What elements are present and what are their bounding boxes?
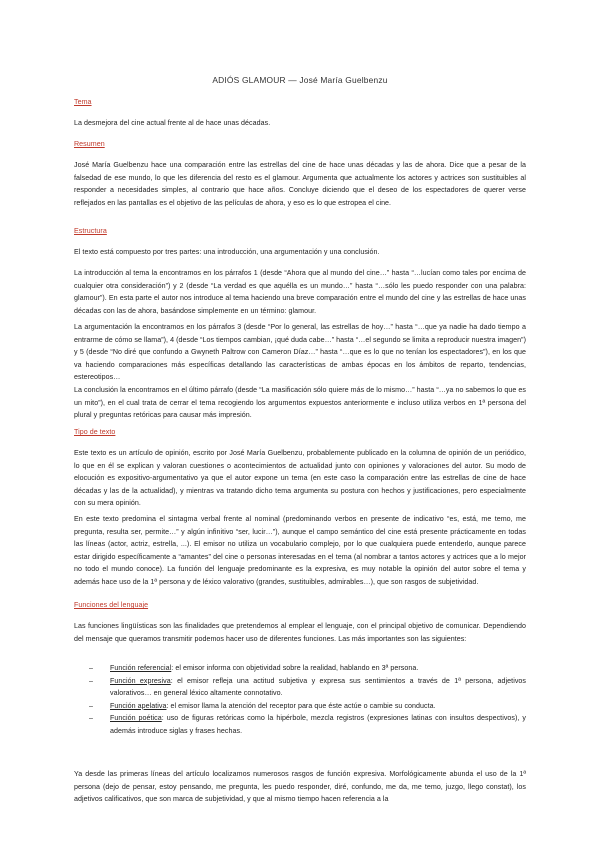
bullet-dash: – [89, 714, 93, 722]
tipo-paragraph-2: En este texto predomina el sintagma verbal frente al nominal (predominando verbos en presente de indicativo “es, está, me temo, me pregunta, resulta ser, permite…” y algún infinitivo “ser, lucir…”), aunque el campo semántico del cine está presente prácticamente en todas las líneas (actor, actriz, estrella, ...). El emisor no utiliza un vocabulario complejo, por lo que cualquiera puede entenderlo, aunque parece estar dirigido específicamente a “amantes” del cine o personas interesadas en el tema (al nombrar a tantos actores y actrices que a lo mejor no todo el mundo conoce). La función del lenguaje predominante es la expresiva, es muy notable la opinión del autor sobre el tema y además hace uso de la 1ª persona y de léxico valorativo (grandes, sustituibles, admirables…), que son rasgos de subjetividad. [74, 515, 526, 586]
estructura-paragraph-1: El texto está compuesto por tres partes: una introducción, una argumentación y una conclusión. [74, 248, 380, 256]
section-heading-tema: Tema [74, 98, 92, 106]
bullet-text: : el emisor llama la atención del receptor para que éste actúe o cambie su conducta. [166, 701, 436, 710]
section-heading-tipo-de-texto: Tipo de texto [74, 428, 116, 436]
funciones-paragraph-1: Las funciones lingüísticas son las finalidades que pretendemos al emplear el lenguaje, con el principal objetivo de comunicar. Dependiendo del mensaje que queramos transmitir podemos hacer uso de diferentes funciones. Las más importantes son las siguientes: [74, 622, 526, 643]
tipo-paragraph-1: Este texto es un artículo de opinión, escrito por José María Guelbenzu, probablemente publicado en la columna de opinión de un periódico, lo que en él se explican y valoran cuestiones o acontecimientos de actualidad junto con opiniones y valoraciones del autor. Su modo de elocución es expositivo-argumentativo ya que el autor expone un tema (en este caso la comparación entre las estrellas de cine de hace décadas y las de la actualidad), y mientras va tratando dicho tema argumenta su postura con hechos y justificaciones, pero especialmente con su mera opinión. [74, 449, 526, 507]
tema-text: La desmejora del cine actual frente al de hace unas décadas. [74, 119, 271, 127]
estructura-paragraph-3: La argumentación la encontramos en los párrafos 3 (desde “Por lo general, las estrellas de hoy…” hasta “…que ya nadie ha dado tiempo a entrarme de cómo se llama”), 4 (desde “Los tiempos cambian, ¡qué duda cabe…” hasta “…el segundo se limita a reproducir nuestra imagen”) y 5 (desde “No diré que confundo a Gwyneth Paltrow con Cameron Díaz…” hasta “…que es lo que no tenían los espectadores”), en los que va haciendo comparaciones más específicas detallando las características de ambas épocas en los ámbitos de reparto, tendencias, estereotipos… [74, 323, 526, 381]
bullet-dash: – [89, 676, 93, 685]
bullet-dash: – [89, 701, 93, 710]
section-heading-estructura: Estructura [74, 227, 107, 235]
list-item [74, 675, 526, 700]
section-heading-resumen: Resumen [74, 140, 105, 148]
funciones-paragraph-2: Ya desde las primeras líneas del artículo localizamos numerosos rasgos de función expresiva. Morfológicamente abunda el uso de la 1ª persona (dejo de pensar, estoy pensando, me pregunta, les puedo responder, diré, confundo, me da, me temo, juzgo, llego constat), los adjetivos calificativos, que son marca de subjetividad, y que al mismo tiempo hacen referencia a la [74, 770, 526, 803]
list-item [74, 662, 526, 675]
bullet-dash: – [89, 664, 93, 672]
bullet-text: : el emisor refleja una actitud subjetiva y expresa sus sentimientos a través de 1ª persona, adjetivos valorativos… en general léxico altamente connotativo. [110, 676, 527, 697]
estructura-paragraph-2: La introducción al tema la encontramos en los párrafos 1 (desde “Ahora que al mundo del cine…” hasta “…lucían como tales por encima de cualquier otra consideración”) y 2 (desde “La verdad es que aquélla es un mundo…” hasta “…sólo les puedo responder con una palabra: glamour”). En esta parte el autor nos introduce al tema haciendo una breve comparación entre el mundo del cine y las estrellas de hace unas décadas con las de ahora, basándose simplemente en un término: glamour. [74, 269, 526, 315]
bullet-term: Función referencial [110, 664, 172, 672]
list-item [74, 712, 526, 737]
estructura-paragraph-4: La conclusión la encontramos en el último párrafo (desde “La masificación sólo quiere más de lo mismo…” hasta “…ya no sabemos lo que es un mito”), en el cual trata de cerrar el tema recogiendo los argumentos expuestos anteriormente e incluso utiliza verbos en 1ª persona del plural y preguntas retóricas para causar más impresión. [74, 386, 526, 419]
bullet-text: : el emisor informa con objetividad sobre la realidad, hablando en 3ª persona. [171, 664, 419, 672]
bullet-term: Función poética [110, 714, 162, 722]
document-title: ADIÓS GLAMOUR — José María Guelbenzu [212, 75, 388, 85]
funciones-list [74, 662, 526, 737]
list-item [74, 700, 526, 713]
bullet-term: Función apelativa [110, 701, 167, 710]
bullet-term: Función expresiva [110, 676, 171, 685]
section-heading-funciones: Funciones del lenguaje [74, 601, 149, 609]
bullet-text: : uso de figuras retóricas como la hipérbole, mezcla registros (expresiones latinas con insultos despectivos), y además introduce siglas y frases hechas. [110, 714, 526, 735]
resumen-text: José María Guelbenzu hace una comparación entre las estrellas del cine de hace unas décadas y las de ahora. Dice que a pesar de la falsedad de ese mundo, lo que les diferencia del resto es el glamour. Argumenta que actualmente los actores y actrices son sustituibles al responder a necesidades simples, al contrario que hace años. Concluye diciendo que el deseo de los espectadores de querer verse reflejados en las pantallas es el objetivo de las películas de ahora, y eso es lo que estropea el cine. [74, 161, 526, 207]
